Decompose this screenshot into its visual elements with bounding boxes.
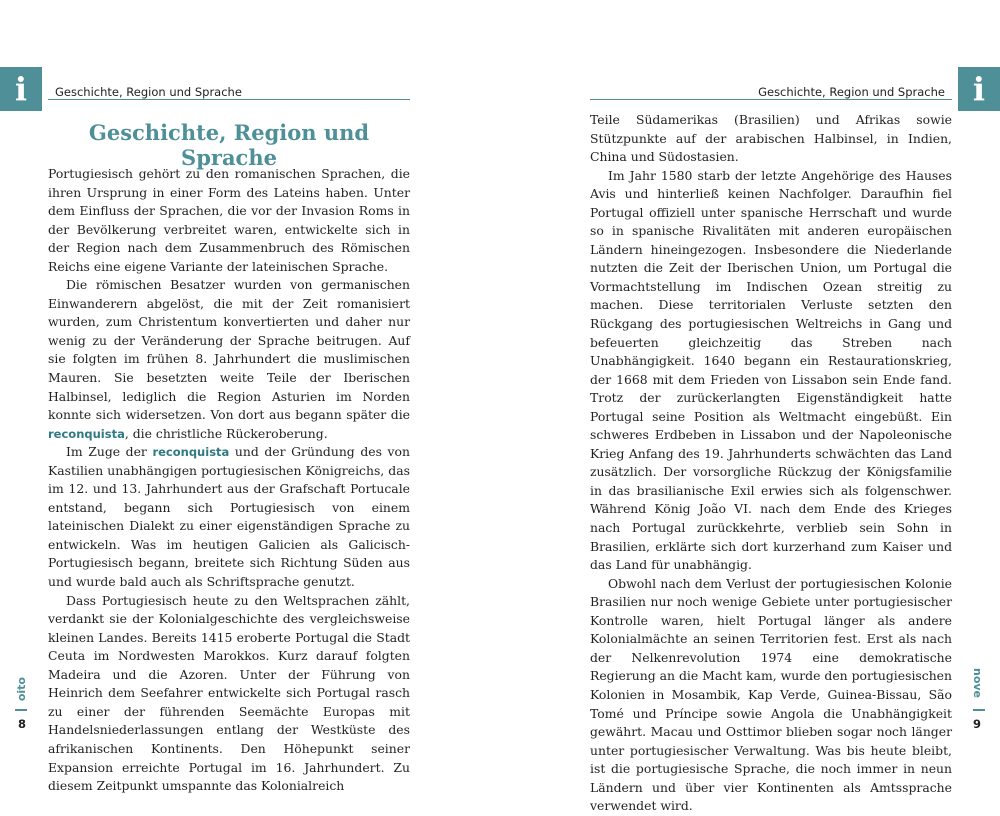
page-number-right: 9 — [972, 717, 981, 731]
left-page-body — [48, 165, 410, 796]
paragraph: Dass Portugiesisch heute zu den Weltsprachen zählt, verdankt sie der Kolonialgeschichte des vergleichsweise kleinen Landes. Bereits 1415 eroberte Portugal die Stadt Ceuta im Nordwesten Marokkos. Kurz darauf folgten Madeira und die Azoren. Unter der Führung von Heinrich dem Seefahrer entwickelte sich Portugal rasch zu einer der führenden Seemächte Europas mit Handelsniederlassungen entlang der Westküste des afrikanischen Kontinents. Den Höhepunkt seiner Expansion erreichte Portugal im 16. Jahrhundert. Zu diesem Zeitpunkt umspannte das Kolonialreich — [48, 592, 410, 794]
header-divider-left — [48, 99, 410, 100]
paragraph: Teile Südamerikas (Brasilien) und Afrikas sowie Stützpunkte auf der arabischen Halbinsel, in Indien, China und Südostasien. — [590, 112, 952, 165]
page-word-left: oito — [15, 677, 28, 702]
highlighted-term: reconquista — [48, 426, 125, 441]
info-tab-icon: i — [0, 67, 42, 111]
header-divider-right — [590, 99, 952, 100]
running-header-right: Geschichte, Region und Sprache — [758, 85, 945, 99]
paragraph: Obwohl nach dem Verlust der portugiesischen Kolonie Brasilien nur noch wenige Gebiete unter portugiesischer Kontrolle waren, hielt Portugal länger als andere Kolonialmächte an seinen Territorien fest. Erst als nach der Nelkenrevolution 1974 eine demokratische Regierung an die Macht kam, wurde den portugiesischen Kolonien in Mosambik, Kap Verde, Guinea-Bissau, São Tomé und Príncipe sowie Angola die Unabhängigkeit gewährt. Macau und Osttimor blieben sogar noch länger unter portugiesischer Verwaltung. Was bis heute bleibt, ist die portugiesische Sprache, die noch immer in neun Ländern und über vier Kontinenten als Amtssprache verwendet wird. — [590, 575, 952, 814]
running-header-left: Geschichte, Region und Sprache — [55, 85, 242, 99]
right-page-body — [590, 111, 952, 816]
info-tab-icon: i — [958, 67, 1000, 111]
page-number-left: 8 — [18, 717, 27, 731]
chapter-title: Geschichte, Region und Sprache — [88, 120, 370, 170]
paragraph: Portugiesisch gehört zu den romanischen Sprachen, die ihren Ursprung in einer Form des Lateins haben. Unter dem Einfluss der Sprachen, die vor der Invasion Roms in der Bevölkerung verbreitet waren, entwickelte sich in der Region nach dem Zusammenbruch des Römischen Reichs eine eigene Variante der lateinischen Sprache. — [48, 166, 410, 274]
highlighted-term: reconquista — [152, 445, 230, 460]
footer-rule-left — [15, 709, 27, 711]
paragraph: Im Zuge der reconquista und der Gründung des von Kastilien unabhängigen portugiesischen Königreichs, das im 12. und 13. Jahrhundert aus der Grafschaft Portucale entstand, begann sich Portugiesisch von einem lateinischen Dialekt zu einer eigenständigen Sprache zu entwickeln. Was im heutigen Galicien als Galicisch-Portugiesisch begann, breitete sich Richtung Süden aus und wurde bald auch als Schriftsprache genutzt. — [48, 444, 410, 590]
footer-rule-right — [973, 709, 985, 711]
paragraph: Die römischen Besatzer wurden von germanischen Einwanderern abgelöst, die mit der Zeit romanisiert wurden, zum Christentum konvertierten und daher nur wenig zu der Veränderung der Sprache beitrugen. Auf sie folgten im frühen 8. Jahrhundert die muslimischen Mauren. Sie besetzten weite Teile der Iberischen Halbinsel, lediglich die Region Asturien im Norden konnte sich widersetzen. Von dort aus begann später die reconquista, die christliche Rückeroberung. — [48, 277, 410, 441]
paragraph: Im Jahr 1580 starb der letzte Angehörige des Hauses Avis und hinterließ keinen Nachfolger. Daraufhin fiel Portugal offiziell unter spanische Herrschaft und wurde so in spanische Rivalitäten mit anderen europäischen Ländern hineingezogen. Insbesondere die Niederlande nutzten die Zeit der Iberischen Union, um Portugal die Vormachtstellung im Indischen Ozean streitig zu machen. Diese territorialen Verluste setzten den Rückgang des portugiesischen Weltreichs in Gang und befeuerten gleichzeitig das Streben nach Unabhängigkeit. 1640 begann ein Restaurationskrieg, der 1668 mit dem Frieden von Lissabon sein Ende fand. Trotz der zurückerlangten Eigenständigkeit hatte Portugal seine Position als Weltmacht eingebüßt. Ein schweres Erdbeben in Lissabon und der Napoleonische Krieg Anfang des 19. Jahrhunderts schwächten das Land zusätzlich. Der vorsorgliche Rückzug der Königsfamilie in das brasilianische Exil erwies sich als folgenschwer. Während König João VI. nach dem Ende des Krieges nach Portugal zurückkehrte, verblieb sein Sohn in Brasilien, erklärte sich dort kurzerhand zum Kaiser und das Land für unabhängig. — [590, 167, 952, 573]
page-word-right: nove — [971, 668, 984, 699]
